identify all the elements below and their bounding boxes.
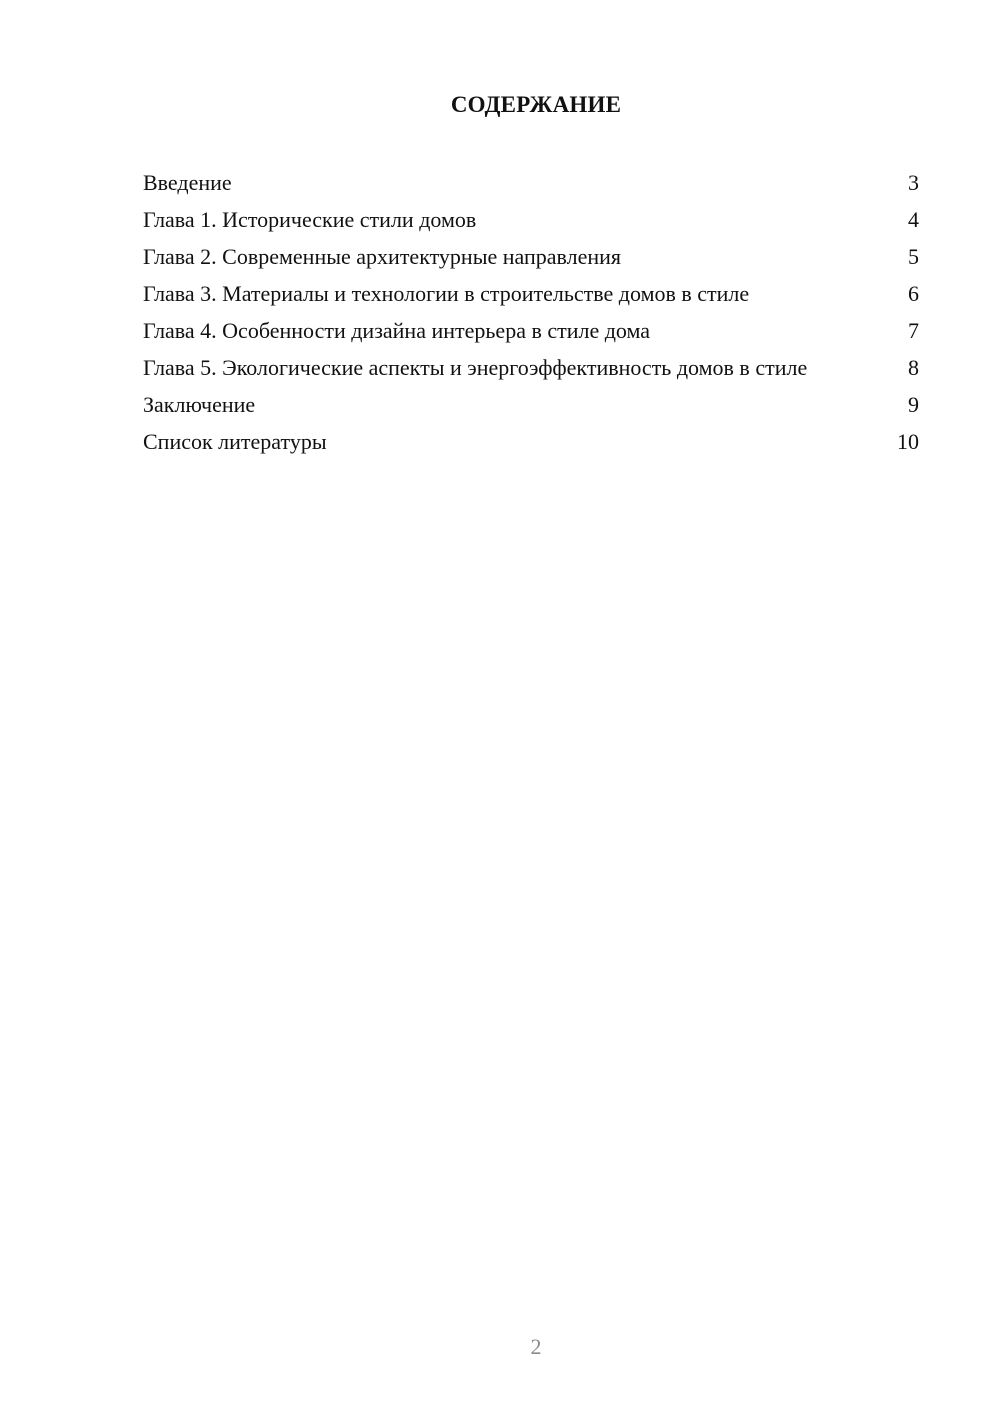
toc-entry-page: 9	[908, 392, 919, 417]
toc-entry-page: 4	[908, 207, 919, 232]
toc-entry	[143, 429, 919, 455]
toc-entry	[143, 281, 919, 307]
toc-entry-title: Введение	[143, 170, 232, 195]
page-number: 2	[530, 1334, 542, 1359]
toc-entry-title: Список литературы	[143, 429, 327, 454]
toc-entry	[143, 170, 919, 196]
toc-entry-title: Глава 1. Исторические стили домов	[143, 207, 477, 232]
toc-entry-page: 6	[908, 281, 919, 306]
toc-title: СОДЕРЖАНИЕ	[450, 92, 622, 117]
toc-entry	[143, 392, 919, 418]
toc-entry-title: Глава 4. Особенности дизайна интерьера в стиле дома	[143, 318, 651, 343]
toc-entry	[143, 207, 919, 233]
toc-entry-title: Заключение	[143, 392, 256, 417]
toc-entry-title: Глава 5. Экологические аспекты и энергоэффективность домов в стиле	[143, 355, 808, 380]
toc-entry	[143, 318, 919, 344]
table-of-contents	[143, 170, 919, 466]
toc-entry-page: 5	[908, 244, 919, 269]
toc-entry-page: 3	[908, 170, 919, 195]
toc-entry	[143, 244, 919, 270]
toc-entry-title: Глава 3. Материалы и технологии в строительстве домов в стиле	[143, 281, 750, 306]
toc-entry-page: 8	[908, 355, 919, 380]
toc-entry	[143, 355, 919, 381]
toc-entry-page: 10	[897, 429, 919, 454]
toc-entry-page: 7	[908, 318, 919, 343]
toc-entry-title: Глава 2. Современные архитектурные направления	[143, 244, 622, 269]
